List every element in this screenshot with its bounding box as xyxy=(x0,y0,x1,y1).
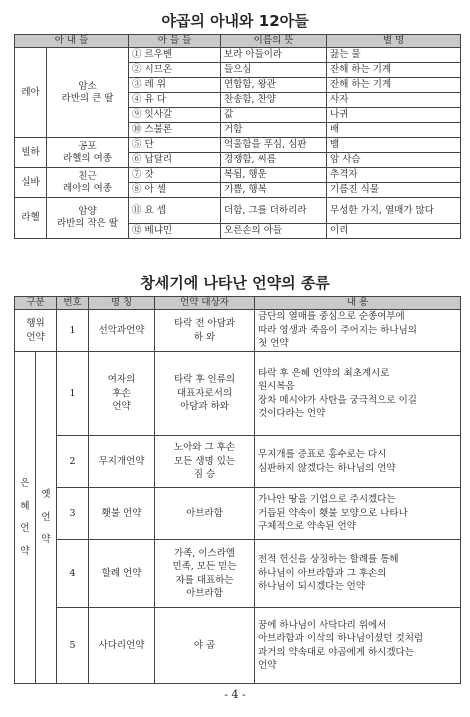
covenant-name-line: 횃불 언약 xyxy=(101,507,142,519)
covenant-party xyxy=(155,352,255,436)
nickname xyxy=(327,63,461,78)
wife-name xyxy=(15,168,47,198)
son-name xyxy=(129,183,221,198)
nickname-text: 암 사슴 xyxy=(330,154,361,165)
nickname xyxy=(327,168,461,183)
covenant-content-line: 무지개를 증표로 홍수로는 다시 xyxy=(258,449,387,460)
table2-title: 창세기에 나타난 언약의 종류 xyxy=(140,274,330,292)
covenant-name-line: 여자의 xyxy=(107,374,136,386)
grace-label-char: 약 xyxy=(20,545,30,557)
wife-description-line: 친근 xyxy=(78,170,97,182)
nickname-text: 무성한 가지, 열매가 많다 xyxy=(330,204,434,216)
son-name xyxy=(129,168,221,183)
table-row xyxy=(15,608,461,684)
son-name-text: ⑩ 스불론 xyxy=(132,124,173,135)
nickname-text: 사자 xyxy=(330,94,349,105)
covenant-content-line: 원시복음 xyxy=(258,381,295,392)
header-content: 내 용 xyxy=(255,297,461,310)
header-name: 명 칭 xyxy=(89,297,155,310)
son-name-text: ⑦ 갓 xyxy=(132,169,154,180)
son-name-text: ⑨ 잇사갈 xyxy=(132,109,173,120)
son-name xyxy=(129,198,221,224)
covenant-party-line: 아담과 하와 xyxy=(180,401,229,413)
grace-label-char: 언 xyxy=(20,523,30,534)
covenant-party-line: 타락 전 아담과 xyxy=(173,318,236,329)
covenant-number xyxy=(57,436,89,488)
covenant-name-line: 사다리언약 xyxy=(98,639,145,651)
covenant-content xyxy=(255,436,461,488)
son-name xyxy=(129,153,221,168)
nickname-text: 이리 xyxy=(330,225,349,236)
name-meaning-text: 더함, 그를 더하리라 xyxy=(224,204,307,216)
covenant-party xyxy=(155,608,255,684)
covenant-content xyxy=(255,488,461,540)
name-meaning-text: 찬송함, 찬양 xyxy=(224,94,276,105)
covenant-number-text: 5 xyxy=(69,639,76,651)
covenant-content-line: 따라 영생과 죽음이 주어지는 하나님의 xyxy=(258,324,417,336)
covenant-name xyxy=(89,608,155,684)
covenant-party-line: 아브라함 xyxy=(186,588,223,599)
son-name xyxy=(129,63,221,78)
covenant-content xyxy=(255,608,461,684)
nickname-text: 잔해 하는 기계 xyxy=(330,79,392,90)
covenant-name xyxy=(89,488,155,540)
name-meaning xyxy=(221,138,327,153)
header-party: 언약 대상자 xyxy=(155,297,255,310)
son-name xyxy=(129,138,221,153)
son-name-text: ⑪ 요 셉 xyxy=(132,204,166,216)
covenant-number xyxy=(57,310,89,352)
covenant-party xyxy=(155,540,255,608)
header-wives: 아 내 들 xyxy=(15,35,129,48)
son-name-text: ③ 레 위 xyxy=(132,79,166,90)
name-meaning xyxy=(221,198,327,224)
name-meaning xyxy=(221,224,327,239)
covenant-party-line: 대표자로서의 xyxy=(176,387,233,399)
nickname xyxy=(327,108,461,123)
son-name-text: ② 시므온 xyxy=(132,64,173,75)
covenant-content-line: 꿈에 하나님이 사닥다리 위에서 xyxy=(258,619,387,631)
table-row xyxy=(15,310,461,352)
wife-name xyxy=(15,138,47,168)
covenant-party-line: 타락 후 인류의 xyxy=(173,374,236,386)
covenant-name xyxy=(89,310,155,352)
category-line: 언약 xyxy=(26,331,45,343)
covenant-name-line: 언약 xyxy=(112,401,131,413)
covenant-content-line: 언약 xyxy=(258,660,277,671)
name-meaning xyxy=(221,93,327,108)
wife-description xyxy=(47,48,129,138)
wife-description-line: 암소 xyxy=(78,80,97,92)
table-row xyxy=(15,138,461,153)
nickname xyxy=(327,138,461,153)
covenant-content-line: 첫 언약 xyxy=(258,338,289,350)
covenant-name-line: 할례 언약 xyxy=(101,567,142,579)
name-meaning-text: 복됨, 행운 xyxy=(224,169,267,180)
covenant-name xyxy=(89,540,155,608)
son-name xyxy=(129,78,221,93)
son-name-text: ① 르우벤 xyxy=(132,49,173,60)
name-meaning xyxy=(221,108,327,123)
category-grace-covenant xyxy=(15,352,36,684)
header-nickname: 별 명 xyxy=(327,35,461,48)
covenant-number xyxy=(57,608,89,684)
covenant-party-line: 하 와 xyxy=(193,331,216,343)
covenant-party-line: 자를 대표하는 xyxy=(175,574,234,586)
wife-name-text: 레아 xyxy=(21,86,40,98)
covenant-number-text: 4 xyxy=(69,567,76,579)
old-label-char: 약 xyxy=(41,534,51,546)
name-meaning xyxy=(221,168,327,183)
wife-name-text: 빌하 xyxy=(21,146,40,158)
wife-description-line: 라헬의 여종 xyxy=(63,152,112,164)
page-number: - 4 - xyxy=(224,688,246,701)
covenant-number-text: 2 xyxy=(69,455,76,467)
covenant-party xyxy=(155,310,255,352)
wife-description xyxy=(47,198,129,239)
covenant-party-line: 짐 승 xyxy=(193,469,216,481)
covenant-number-text: 1 xyxy=(69,324,76,336)
wife-description xyxy=(47,138,129,168)
nickname-text: 나귀 xyxy=(330,109,349,120)
wife-name xyxy=(15,48,47,138)
covenant-content-line: 하나님이 아브라함과 그 후손의 xyxy=(258,567,387,579)
grace-label-char: 은 xyxy=(20,478,30,489)
name-meaning xyxy=(221,78,327,93)
covenant-party-line: 야 곱 xyxy=(193,639,216,651)
nickname xyxy=(327,183,461,198)
name-meaning-text: 연합함, 왕관 xyxy=(224,79,276,90)
name-meaning xyxy=(221,63,327,78)
name-meaning xyxy=(221,183,327,198)
table-row xyxy=(15,198,461,224)
nickname-text: 배 xyxy=(330,124,340,135)
wife-description-line: 라반의 큰 딸 xyxy=(61,92,114,104)
covenant-content xyxy=(255,352,461,436)
son-name-text: ⑧ 아 셀 xyxy=(132,184,166,195)
nickname xyxy=(327,48,461,63)
covenant-number xyxy=(57,488,89,540)
covenant-content-line: 타락 후 은혜 언약의 최초계시로 xyxy=(258,367,390,379)
nickname xyxy=(327,78,461,93)
wife-description-line: 라반의 작은 딸 xyxy=(56,218,119,229)
covenant-content-line: 것이다라는 언약 xyxy=(258,408,326,419)
son-name xyxy=(129,93,221,108)
header-category: 구분 xyxy=(15,297,57,310)
table-row xyxy=(15,352,461,436)
nickname-text: 뱀 xyxy=(330,139,340,150)
son-name-text: ⑫ 베냐민 xyxy=(132,225,173,236)
son-name xyxy=(129,108,221,123)
covenant-content-line: 전적 헌신을 상징하는 할례를 통해 xyxy=(258,554,399,566)
wife-name-text: 실바 xyxy=(21,176,40,188)
covenants-table xyxy=(14,296,461,684)
table1-title: 야곱의 아내와 12아들 xyxy=(161,12,309,30)
category-line: 행위 xyxy=(26,318,45,329)
name-meaning-text: 억울함을 푸심, 심판 xyxy=(224,139,307,150)
table-row xyxy=(15,168,461,183)
wife-name xyxy=(15,198,47,239)
covenant-content xyxy=(255,310,461,352)
wife-description xyxy=(47,168,129,198)
covenant-party-line: 노아와 그 후손 xyxy=(173,442,236,454)
nickname xyxy=(327,123,461,138)
covenant-party-line: 가족, 이스라엘 xyxy=(173,547,236,559)
covenant-party-line: 민족, 모든 믿는 xyxy=(172,561,237,572)
son-name xyxy=(129,48,221,63)
wife-name-text: 라헬 xyxy=(21,212,40,223)
nickname-text: 기름진 식물 xyxy=(330,184,379,195)
covenant-name xyxy=(89,436,155,488)
grace-label-char: 혜 xyxy=(20,500,30,512)
nickname xyxy=(327,153,461,168)
category-old-covenant xyxy=(36,352,57,684)
name-meaning xyxy=(221,123,327,138)
son-name-text: ⑤ 단 xyxy=(132,139,154,150)
name-meaning-text: 값 xyxy=(224,109,234,120)
header-number: 번호 xyxy=(57,297,89,310)
covenant-content-line: 거듭된 약속이 횃불 모양으로 나타나 xyxy=(258,507,408,519)
covenant-name-line: 선악과언약 xyxy=(98,324,145,336)
name-meaning-text: 오른손의 아들 xyxy=(224,225,283,236)
covenant-content-line: 아브라함과 이삭의 하나님이셨던 것처럼 xyxy=(258,633,424,644)
wife-description-line: 암양 xyxy=(78,206,97,217)
covenant-content-line: 구체적으로 약속된 언약 xyxy=(258,521,356,533)
covenant-number xyxy=(57,352,89,436)
wife-description-line: 공포 xyxy=(78,140,97,152)
table-row xyxy=(15,540,461,608)
nickname-text: 추격자 xyxy=(330,169,358,180)
table-row xyxy=(15,488,461,540)
name-meaning-text: 보라 아들이라 xyxy=(224,49,283,60)
nickname xyxy=(327,198,461,224)
covenant-number-text: 3 xyxy=(69,507,76,519)
name-meaning-text: 경쟁함, 씨름 xyxy=(224,154,276,165)
covenant-content-line: 가나안 땅을 기업으로 주시겠다는 xyxy=(258,494,396,506)
old-label-char: 옛 xyxy=(41,489,51,501)
son-name-text: ④ 유 다 xyxy=(132,94,166,105)
son-name xyxy=(129,224,221,239)
covenant-content-line: 장차 메시야가 사탄을 궁극적으로 이길 xyxy=(258,394,417,406)
category-works-covenant xyxy=(15,310,57,352)
covenant-party xyxy=(155,436,255,488)
name-meaning xyxy=(221,153,327,168)
table-row xyxy=(15,48,461,63)
covenant-party xyxy=(155,488,255,540)
header-sons: 아 들 들 xyxy=(129,35,221,48)
name-meaning-text: 거함 xyxy=(224,124,243,135)
header-meaning: 이름의 뜻 xyxy=(221,35,327,48)
name-meaning-text: 기쁨, 행복 xyxy=(224,184,267,195)
covenant-number-text: 1 xyxy=(69,387,76,399)
son-name xyxy=(129,123,221,138)
covenant-name xyxy=(89,352,155,436)
nickname-text: 잔해 하는 기계 xyxy=(330,64,392,75)
covenant-number xyxy=(57,540,89,608)
old-label-char: 언 xyxy=(41,511,51,523)
table-row xyxy=(15,436,461,488)
wife-description-line: 레아의 여종 xyxy=(63,182,112,194)
son-name-text: ⑥ 납달리 xyxy=(132,154,173,165)
covenant-name-line: 무지개언약 xyxy=(98,455,145,467)
nickname-text: 끓는 물 xyxy=(330,49,361,60)
covenant-content-line: 금단의 열매를 중심으로 순종여부에 xyxy=(258,311,405,323)
covenant-party-line: 아브라함 xyxy=(186,507,223,519)
covenant-content-line: 과거의 약속대로 야곱에게 하시겠다는 xyxy=(258,646,414,658)
nickname xyxy=(327,224,461,239)
covenant-content-line: 하나님이 되시겠다는 언약 xyxy=(258,581,366,593)
nickname xyxy=(327,93,461,108)
covenant-party-line: 모든 생명 있는 xyxy=(173,455,236,467)
covenant-content-line: 심판하지 않겠다는 하나님의 언약 xyxy=(258,462,396,474)
name-meaning xyxy=(221,48,327,63)
name-meaning-text: 들으심 xyxy=(224,64,252,75)
covenant-name-line: 후손 xyxy=(112,387,131,399)
covenant-content xyxy=(255,540,461,608)
wives-sons-table xyxy=(14,34,461,239)
